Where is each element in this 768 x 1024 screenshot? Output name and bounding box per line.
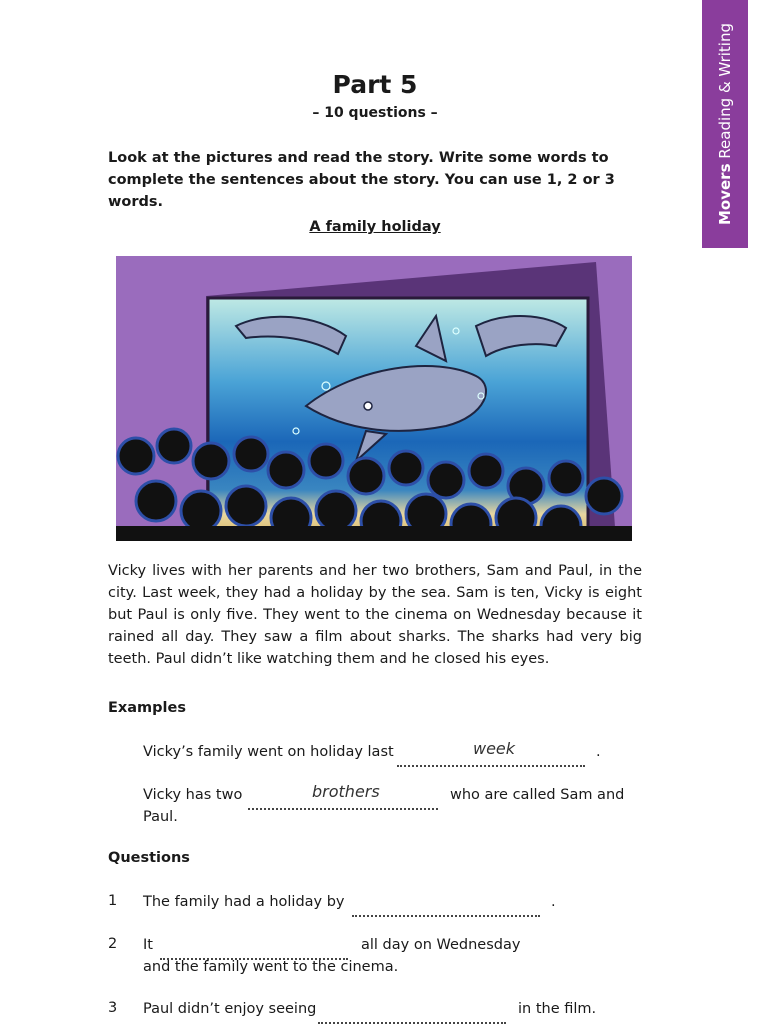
example-1-answer: week — [473, 739, 516, 758]
section-side-tab — [702, 0, 748, 248]
question-2-text-after: all day on Wednesday — [361, 937, 521, 953]
example-1-text: Vicky’s family went on holiday last — [143, 744, 394, 760]
story-title: A family holiday — [309, 219, 441, 235]
example-2-answer: brothers — [312, 782, 380, 801]
cinema-sharks-illustration — [116, 256, 632, 541]
question-3-number: 3 — [108, 1000, 118, 1016]
example-2-line2: Paul. — [143, 809, 178, 825]
question-2-number: 2 — [108, 936, 118, 952]
question-3-text: Paul didn’t enjoy seeing — [143, 1001, 317, 1017]
question-2-text: It — [143, 937, 153, 953]
questions-heading: Questions — [108, 850, 190, 866]
example-1-end: . — [596, 744, 601, 760]
page-subtitle: – 10 questions – — [312, 105, 438, 121]
side-tab-skill: Reading & Writing — [716, 23, 734, 159]
example-2-text: Vicky has two — [143, 787, 243, 803]
question-3-answer-blank[interactable] — [318, 1000, 506, 1024]
example-2-text-after: who are called Sam and — [450, 787, 625, 803]
question-3-end: in the film. — [518, 1001, 597, 1017]
examples-heading: Examples — [108, 700, 186, 716]
side-tab-label — [716, 23, 734, 225]
question-1-text: The family had a holiday by — [143, 894, 345, 910]
question-1-number: 1 — [108, 893, 118, 909]
instructions: Look at the pictures and read the story. Write some words to complete the sentences about the story. You can use 1, 2 or 3 words. — [108, 150, 615, 210]
question-1-end: . — [551, 894, 556, 910]
page-title: Part 5 — [332, 70, 418, 99]
question-2-line2: and the family went to the cinema. — [143, 959, 399, 975]
story-text: Vicky lives with her parents and her two brothers, Sam and Paul, in the city. Last week, they had a holiday by the sea. Sam is ten, Vicky is eight but Paul is only five. They went to the cinema on Wednesday because it rained all day. They saw a film about sharks. The sharks had very big teeth. Paul didn’t like watching them and he closed his eyes. — [108, 563, 642, 667]
question-1-answer-blank[interactable] — [352, 893, 540, 917]
side-tab-level: Movers — [716, 163, 734, 225]
